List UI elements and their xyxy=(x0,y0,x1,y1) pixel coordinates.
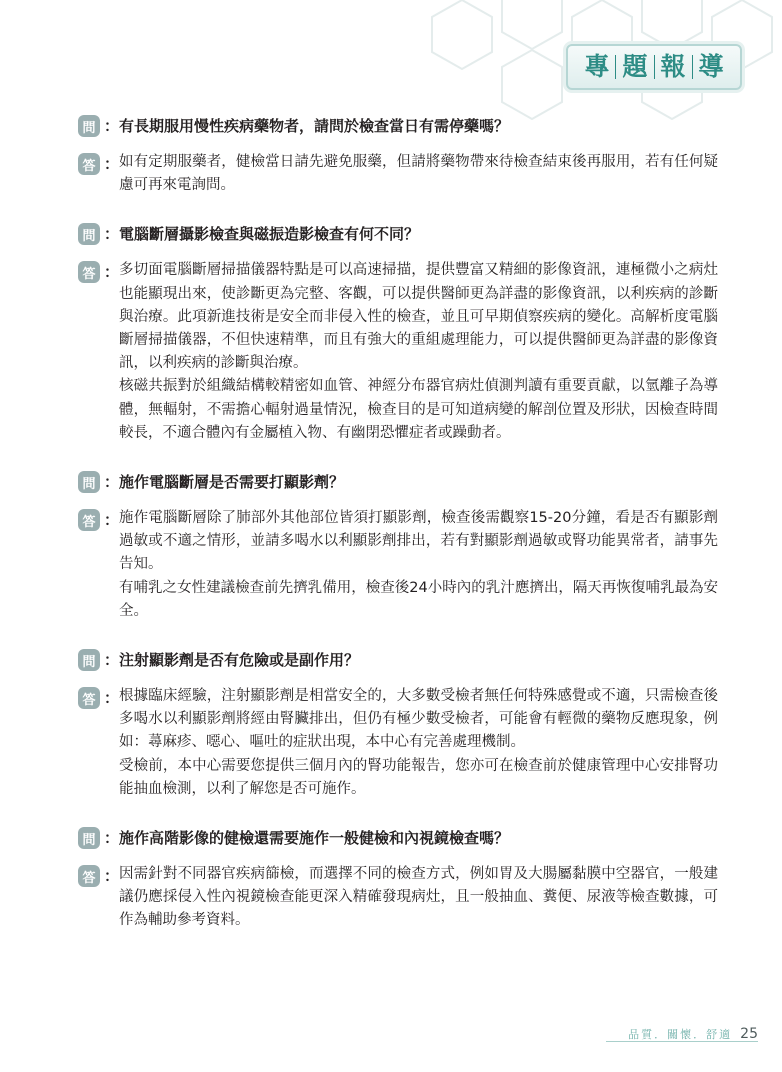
answer-badge-icon: 答 xyxy=(78,865,100,887)
question-badge-icon: 問 xyxy=(78,827,100,849)
colon: ： xyxy=(104,651,120,670)
colon: ： xyxy=(104,689,120,708)
answer-body xyxy=(119,507,718,623)
question-text: 施作電腦斷層是否需要打顯影劑？ xyxy=(119,473,345,492)
answer-row xyxy=(78,507,718,623)
question-text: 施作高階影像的健檢還需要施作一般健檢和內視鏡檢查嗎？ xyxy=(119,829,510,848)
badge-char: 題 xyxy=(622,52,648,81)
badge-char: 導 xyxy=(698,52,724,81)
question-badge-icon: 問 xyxy=(78,471,100,493)
footer-slogan: 品質．關懷．舒適 xyxy=(628,1028,733,1041)
question-row xyxy=(78,113,718,139)
question-text: 注射顯影劑是否有危險或是副作用？ xyxy=(119,651,360,670)
question-row xyxy=(78,221,718,247)
colon: ： xyxy=(104,155,120,173)
qa-item xyxy=(78,825,718,933)
answer-row xyxy=(78,863,718,933)
answer-badge-icon: 答 xyxy=(78,687,100,709)
colon: ： xyxy=(104,263,120,282)
answer-badge-icon: 答 xyxy=(78,509,100,531)
answer-badge-icon: 答 xyxy=(78,153,100,175)
answer-row xyxy=(78,685,718,801)
colon: ： xyxy=(104,225,120,244)
badge-char: 專 xyxy=(584,52,610,81)
page-number: 25 xyxy=(740,1026,758,1042)
badge-char: 報 xyxy=(660,52,686,81)
section-title-badge xyxy=(566,44,742,90)
answer-paragraph: 核磁共振對於組織結構較精密如血管、神經分布器官病灶偵測判讀有重要貢獻，以氫離子為導體，無輻射，不需擔心輻射過量情況，檢查目的是可知道病變的解剖位置及形狀，因檢查時間較長，不適合體內有金屬植入物、有幽閉恐懼症者或躁動者。 xyxy=(119,378,718,441)
answer-body xyxy=(119,685,718,801)
answer-badge-icon: 答 xyxy=(78,261,100,283)
answer-paragraph: 根據臨床經驗，注射顯影劑是相當安全的，大多數受檢者無任何特殊感覺或不適，只需檢查後多喝水以利顯影劑將經由腎臟排出，但仍有極少數受檢者，可能會有輕微的藥物反應現象，例如：蕁麻疹、噁心、嘔吐的症狀出現，本中心有完善處理機制。 xyxy=(119,688,718,751)
answer-paragraph: 受檢前，本中心需要您提供三個月內的腎功能報告，您亦可在檢查前於健康管理中心安排腎功能抽血檢測，以利了解您是否可施作。 xyxy=(119,757,718,797)
answer-paragraph: 有哺乳之女性建議檢查前先擠乳備用，檢查後24小時內的乳汁應擠出，隔天再恢復哺乳最為安全。 xyxy=(119,579,718,619)
colon: ： xyxy=(104,511,120,530)
colon: ： xyxy=(104,117,120,135)
answer-paragraph: 施作電腦斷層除了肺部外其他部位皆須打顯影劑，檢查後需觀察15-20分鐘，看是否有顯影劑過敏或不適之情形，並請多喝水以利顯影劑排出，若有對顯影劑過敏或腎功能異常者，請事先告知。 xyxy=(119,510,718,573)
answer-paragraph: 多切面電腦斷層掃描儀器特點是可以高速掃描，提供豐富又精細的影像資訊，連極微小之病灶也能顯現出來，使診斷更為完整、客觀，可以提供醫師更為詳盡的影像資訊，以利疾病的診斷與治療。此項新進技術是安全而非侵入性的檢查，並且可早期偵察疾病的變化。高解析度電腦斷層掃描儀器，不但快速精準，而且有強大的重組處理能力，可以提供醫師更為詳盡的影像資訊，以利疾病的診斷與治療。 xyxy=(119,262,718,372)
qa-item xyxy=(78,113,718,197)
qa-item xyxy=(78,469,718,623)
question-badge-icon: 問 xyxy=(78,223,100,245)
question-text: 電腦斷層攝影檢查與磁振造影檢查有何不同？ xyxy=(119,225,420,244)
page-footer xyxy=(628,1026,758,1042)
question-badge-icon: 問 xyxy=(78,115,100,137)
question-badge-icon: 問 xyxy=(78,649,100,671)
answer-row xyxy=(78,151,718,197)
question-text: 有長期服用慢性疾病藥物者，請問於檢查當日有需停藥嗎？ xyxy=(119,117,510,135)
answer-paragraph: 如有定期服藥者，健檢當日請先避免服藥，但請將藥物帶來待檢查結束後再服用，若有任何疑慮可再來電詢問。 xyxy=(119,154,718,194)
answer-paragraph: 因需針對不同器官疾病篩檢，而選擇不同的檢查方式，例如胃及大腸屬黏膜中空器官，一般建議仍應採侵入性內視鏡檢查能更深入精確發現病灶，且一般抽血、糞便、尿液等檢查數據，可作為輔助參考資料。 xyxy=(119,866,718,929)
answer-body xyxy=(119,259,718,445)
qa-list xyxy=(78,113,718,957)
colon: ： xyxy=(104,473,120,492)
answer-body xyxy=(119,863,718,933)
colon: ： xyxy=(104,867,120,886)
qa-item xyxy=(78,221,718,445)
answer-row xyxy=(78,259,718,445)
question-row xyxy=(78,469,718,495)
question-row xyxy=(78,825,718,851)
question-row xyxy=(78,647,718,673)
colon: ： xyxy=(104,829,120,848)
answer-body xyxy=(119,151,718,197)
qa-item xyxy=(78,647,718,801)
